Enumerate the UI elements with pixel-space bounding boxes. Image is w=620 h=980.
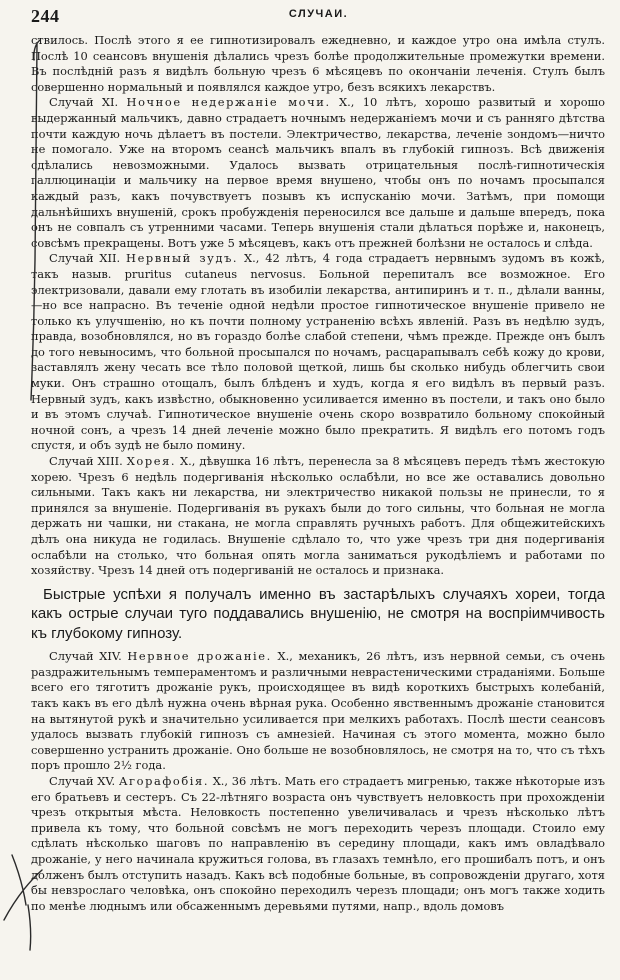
running-title: СЛУЧАИ. xyxy=(288,8,349,20)
case-12-text: X., 42 лѣтъ, 4 года страдаетъ нервнымъ зудомъ въ кожѣ, такъ назыв. pruritus cutaneus nervosus. Больной перепиталъ все возможное. Его электризовали, давали ему глотать въ изобиліи лекарства, антипиринъ и т. п., дѣлали ванны,—но все напрасно. Въ теченіе одной недѣли простое гипнотическое внушеніе привело не только къ улучшенію, но къ почти полному устраненію всѣхъ явленій. Разъ въ недѣлю зудъ, правда, возобновлялся, но въ гораздо болѣе слабой степени, чѣмъ прежде. Прежде онъ былъ до того невыносимъ, что больной просыпался по ночамъ, расцарапывалъ себѣ кожу до крови, заставлялъ жену чесать все тѣло половой щеткой, лишь бы сколько нибудь облегчить свои муки. Онъ страшно отощалъ, былъ блѣденъ и худъ, когда я его видѣлъ въ первый разъ. Нервный зудъ, какъ извѣстно, обыкновенно усиливается именно въ постели, и такъ оно было и въ этомъ случаѣ. Гипнотическое внушеніе очень скоро возвратило больному спокойный ночной сонъ, а чрезъ 14 дней леченіе можно было прекратить. Я видѣлъ его потомъ годъ спустя, и объ зудѣ не было помину. xyxy=(31,251,605,453)
case-13-paragraph xyxy=(31,454,605,579)
case-11-title: Ночное недержаніе мочи. xyxy=(126,95,331,110)
case-15-text: X., 36 лѣтъ. Мать его страдаетъ мигренью, также нѣкоторые изъ его братьевъ и сестеръ. Съ 22-лѣтняго возраста онъ чувствуетъ неловкость при прохожденіи чрезъ открытыя мѣста. Неловкость постепенно увеличивалась и чрезъ нѣсколько лѣтъ привела къ тому, что больной совсѣмъ не могъ переходить черезъ площади. Стоило ему сдѣлать нѣсколько шаговъ по направленію въ середину площади, какъ имъ овладѣвало дрожаніе, у него начинала кружиться голова, въ глазахъ темнѣло, его прошибалъ потъ, и онъ долженъ былъ отступить назадъ. Какъ всѣ подобные больные, въ сопровожденіи другаго, хотя бы невзрослаго человѣка, онъ спокойно переходилъ черезъ площади; онъ могъ также ходить по менѣе люднымъ или обсаженнымъ деревьями путями, напр., вдоль домовъ xyxy=(31,774,605,913)
case-13-lead: Случай XIII. xyxy=(49,454,127,469)
page-header xyxy=(31,6,606,30)
page-body xyxy=(31,33,605,914)
case-15-paragraph xyxy=(31,774,605,914)
case-11-paragraph xyxy=(31,95,605,251)
case-15-title: Агорафобія. xyxy=(118,774,210,789)
case-12-paragraph xyxy=(31,251,605,454)
case-14-title: Нервное дрожаніе. xyxy=(127,649,272,664)
case-13-text: X., дѣвушка 16 лѣтъ, перенесла за 8 мѣсяцевъ передъ тѣмъ жестокую хорею. Чрезъ 6 недѣль подергиванія нѣсколько ослабѣли, но все же оставались довольно сильными. Такъ какъ ни лекарства, ни электричество никакой пользы не принесли, то я принялся за внушеніе. Подергиванія въ рукахъ были до того сильны, что больная не могла держать ни чашки, ни стакана, не могла справлять ручныхъ работъ. Для общежитейскихъ дѣлъ она никуда не годилась. Внушеніе сдѣлало то, что уже чрезъ три дня подергиванія ослабѣли на столько, что больная опять могла заниматься рукодѣліемъ и работами по хозяйству. Чрезъ 14 дней отъ подергиваній не осталось и признака. xyxy=(31,454,605,578)
chorea-summary-emphasis: Быстрые успѣхи я получалъ именно въ застарѣлыхъ случаяхъ хореи, тогда какъ острые случаи туго поддавались внушенію, не смотря на воспріимчивость къ глубокому гипнозу. xyxy=(31,585,605,642)
case-11-lead: Случай XI. xyxy=(49,95,127,110)
case-14-lead: Случай XIV. xyxy=(49,649,128,664)
case-15-lead: Случай XV. xyxy=(49,774,119,789)
case-13-title: Хорея. xyxy=(126,454,177,469)
case-14-paragraph xyxy=(31,649,605,774)
case-12-title: Нервный зудъ. xyxy=(126,251,239,266)
case-11-text: X., 10 лѣтъ, хорошо развитый и хорошо выдержанный мальчикъ, давно страдаетъ ночнымъ недержаніемъ мочи и съ ранняго дѣтства почти каждую ночь дѣлаетъ въ постели. Электричество, лекарства, леченіе зондомъ—ничто не помогало. Уже на второмъ сеансѣ мальчикъ впалъ въ глубокій гипнозъ. Всѣ движенія сдѣлались невозможными. Удалось вызвать отрицательныя послѣ-гипнотическія галлюцинаціи и мальчику на первое время внушено, чтобы онъ по ночамъ просыпался каждый разъ, какъ почувствуетъ позывъ къ испусканію мочи. Затѣмъ, при помощи дальнѣйшихъ внушеній, срокъ пробужденія переносился все дальше и дальше впередъ, пока онъ не совпалъ съ утренними часами. Теперь внушенія стали дѣлаться порѣже и, наконецъ, совсѣмъ прекращены. Вотъ уже 5 мѣсяцевъ, какъ отъ прежней болѣзни не осталось и слѣда. xyxy=(31,95,605,250)
case-12-lead: Случай XII. xyxy=(49,251,127,266)
page-number: 244 xyxy=(31,6,60,26)
continuation-paragraph: ствилось. Послѣ этого я ее гипнотизировалъ ежедневно, и каждое утро она имѣла стулъ. Послѣ 10 сеансовъ внушенія дѣлались чрезъ болѣе продолжительные промежутки времени. Въ послѣдній разъ я видѣлъ больную чрезъ 6 мѣсяцевъ по окончаніи леченія. Стулъ былъ совершенно нормальный и появлялся каждое утро, безъ всякихъ лекарствъ. xyxy=(31,33,605,94)
case-14-text: X., механикъ, 26 лѣтъ, изъ нервной семьи, съ очень раздражительнымъ темпераментомъ и различными неврастеническими страданіями. Больше всего его тяготитъ дрожаніе рукъ, происходящее въ видѣ короткихъ быстрыхъ колебаній, такъ какъ въ его дѣлѣ нужна очень вѣрная рука. Особенно явственнымъ дрожаніе становится на вытянутой рукѣ и значительно усиливается при мелкихъ работахъ. Послѣ шести сеансовъ удалось вызвать глубокій гипнозъ съ амнезіей. Начиная съ этого момента, можно было совершенно устранить дрожаніе. Оно больше не возобновлялось, не смотря на то, что съ тѣхъ поръ прошло 2½ года. xyxy=(31,649,605,773)
